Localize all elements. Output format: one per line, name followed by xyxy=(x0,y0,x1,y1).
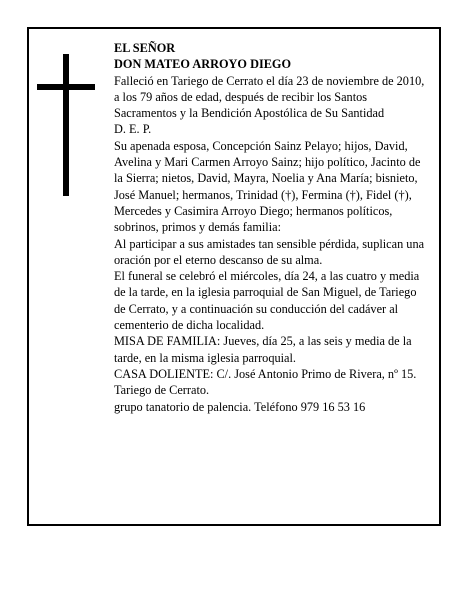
cross-vertical-bar xyxy=(63,54,69,196)
deceased-name: DON MATEO ARROYO DIEGO xyxy=(114,57,292,72)
heading-title: EL SEÑOR xyxy=(114,41,176,55)
prayer-paragraph: Al participar a sus amistades tan sensible pérdida, suplican una oración por el eterno descanso de su alma. xyxy=(114,236,425,267)
funeral-home-line: grupo tanatorio de palencia. Teléfono 979 16 53 16 xyxy=(114,399,366,414)
funeral-paragraph: El funeral se celebró el miércoles, día 24, a las cuatro y media de la tarde, en la iglesia parroquial de San Miguel, de Tariego de Cerrato, y a continuación su conducción del cadáver al cementerio de dicha localidad. xyxy=(114,269,420,333)
death-paragraph: Falleció en Tariego de Cerrato el día 23 de noviembre de 2010, a los 79 años de edad, después de recibir los Santos Sacramentos y la Bendición Apostólica de Su Santidad xyxy=(114,73,425,121)
mass-paragraph: MISA DE FAMILIA: Jueves, día 25, a las seis y media de la tarde, en la misma iglesia parroquial. xyxy=(114,334,412,365)
rip-line: D. E. P. xyxy=(114,122,152,137)
obituary-text xyxy=(114,40,426,415)
family-paragraph: Su apenada esposa, Concepción Sainz Pelayo; hijos, David, Avelina y Mari Carmen Arroyo Sainz; hijo político, Jacinto de la Sierra; nietos, David, Mayra, Noelia y Ana María; bisnieto, José Manuel; hermanos, Trinidad (†), Fermina (†), Fidel (†), Mercedes y Casimira Arroyo Diego; hermanos políticos, sobrinos, primos y demás familia: xyxy=(114,138,421,235)
cross-horizontal-bar xyxy=(37,84,95,90)
house-paragraph: CASA DOLIENTE: C/. José Antonio Primo de Rivera, nº 15. Tariego de Cerrato. xyxy=(114,366,417,398)
